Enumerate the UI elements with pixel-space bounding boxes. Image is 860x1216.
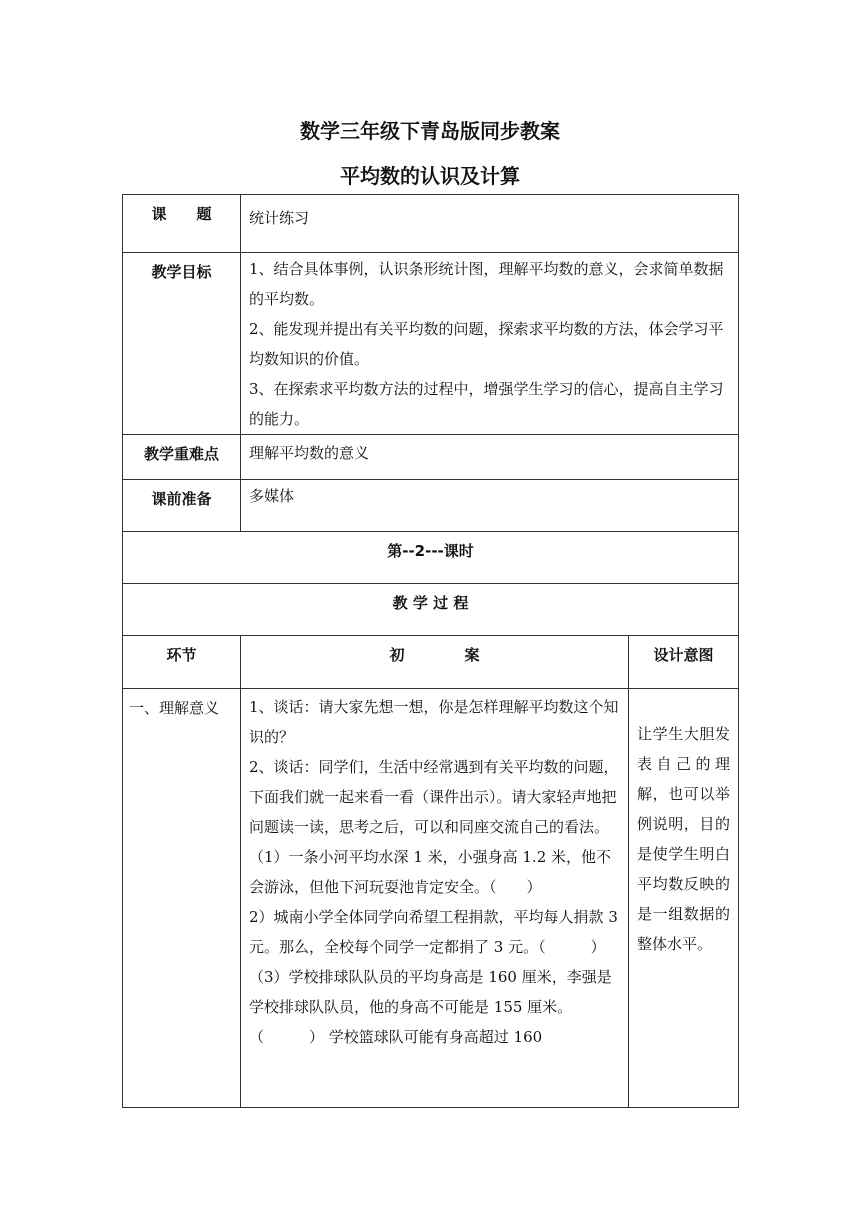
content-line: 1、谈话：请大家先想一想，你是怎样理解平均数这个知识的？ [249, 698, 619, 746]
period-row [123, 532, 739, 584]
document-subtitle: 平均数的认识及计算 [340, 164, 520, 188]
design-intent: 让学生大胆发表自己的理解，也可以举例说明，目的是使学生明白平均数反映的是一组数据的整体水平。 [629, 689, 739, 1108]
prep-row [123, 480, 739, 532]
section-content [241, 689, 629, 1108]
content-line: 2、谈话：同学们，生活中经常遇到有关平均数的问题，下面我们就一起来看一看（课件出示）。请大家轻声地把问题读一读，思考之后，可以和同座交流自己的看法。 [249, 758, 619, 836]
goal-item: 2、能发现并提出有关平均数的问题，探索求平均数的方法，体会学习平均数知识的价值。 [249, 320, 724, 368]
content-line: 2）城南小学全体同学向希望工程捐款，平均每人捐款 3 元。那么，全校每个同学一定都捐了 3 元。（ ） [249, 908, 618, 956]
column-header-plan: 初 案 [241, 636, 629, 689]
key-label: 教学重难点 [123, 435, 241, 480]
column-header-intent: 设计意图 [629, 636, 739, 689]
goals-row [123, 253, 739, 435]
process-heading: 教 学 过 程 [123, 584, 739, 636]
key-value: 理解平均数的意义 [241, 435, 739, 480]
prep-label: 课前准备 [123, 480, 241, 532]
document-title: 数学三年级下青岛版同步教案 [300, 119, 560, 143]
section-name: 一、理解意义 [123, 689, 241, 1108]
lesson-plan-table [122, 194, 739, 1108]
topic-row [123, 195, 739, 253]
goals-label: 教学目标 [123, 253, 241, 435]
topic-label: 课 题 [123, 195, 241, 253]
topic-value: 统计练习 [241, 195, 739, 253]
content-line: （1）一条小河平均水深 1 米，小强身高 1.2 米，他不会游泳，但他下河玩耍池肯定安全。（ ） [249, 848, 612, 896]
goal-item: 1、结合具体事例，认识条形统计图，理解平均数的意义，会求简单数据的平均数。 [249, 260, 724, 308]
content-line: （3）学校排球队队员的平均身高是 160 厘米，李强是学校排球队队员，他的身高不可能是 155 厘米。（ ） 学校篮球队可能有身高超过 160 [249, 968, 612, 1046]
goal-item: 3、在探索求平均数方法的过程中，增强学生学习的信心，提高自主学习的能力。 [249, 380, 724, 428]
goals-cell [241, 253, 739, 435]
prep-value: 多媒体 [241, 480, 739, 532]
column-header-row [123, 636, 739, 689]
section-row [123, 689, 739, 1108]
key-row [123, 435, 739, 480]
column-header-stage: 环节 [123, 636, 241, 689]
period-label: 第--2---课时 [123, 532, 739, 584]
process-row [123, 584, 739, 636]
